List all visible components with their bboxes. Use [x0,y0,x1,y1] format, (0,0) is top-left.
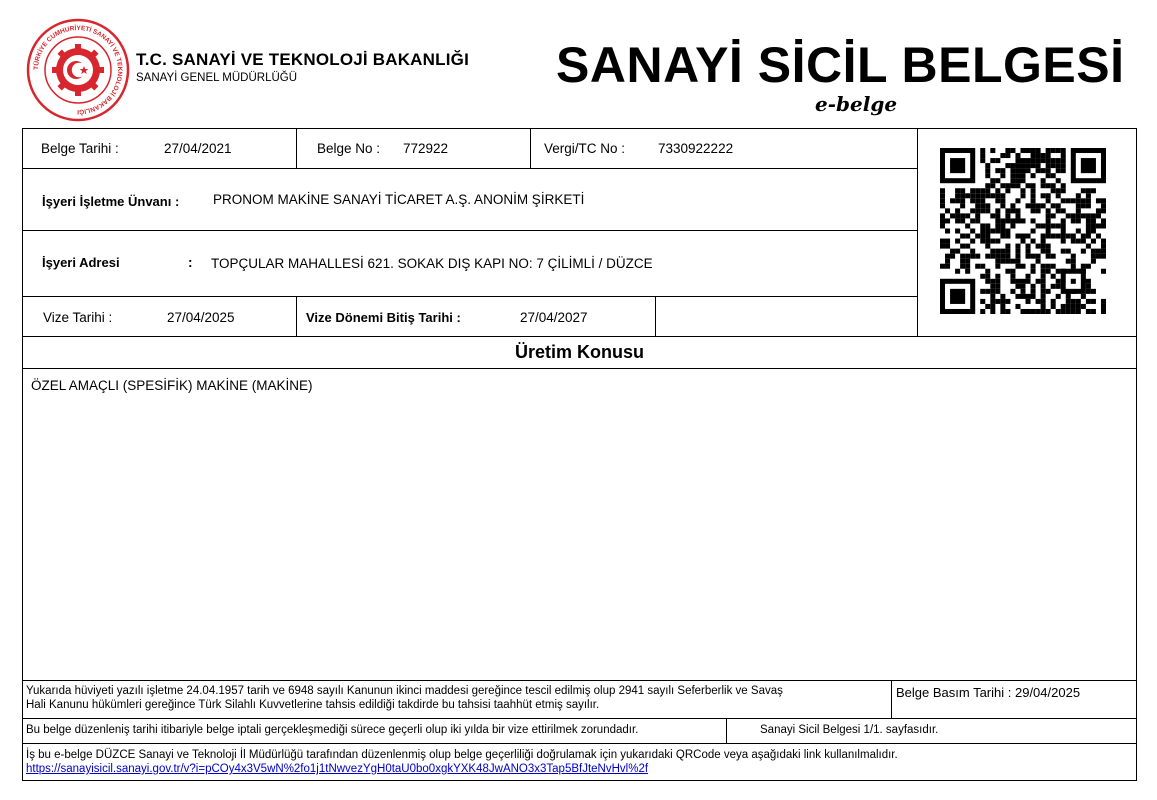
belge-tarihi-label: Belge Tarihi : [41,141,119,156]
ministry-logo [26,18,130,122]
vize-bitis-value: 27/04/2027 [520,310,588,325]
vize-bitis-label: Vize Dönemi Bitiş Tarihi : [306,310,461,325]
law-text-line-1: Yukarıda hüviyeti yazılı işletme 24.04.1957 tarih ve 6948 sayılı Kanunun ikinci maddesi gereğince tescil edilmiş olup 2941 sayılı Seferberlik ve Savaş [26,685,783,697]
vize-tarihi-label: Vize Tarihi : [43,310,113,325]
verify-link[interactable]: https://sanayisicil.sanayi.gov.tr/v?i=pCOy4x3V5wN%2fo1j1tNwvezYgH0taU0bo0xgkYXK48JwANO3x3Tap5BfJteNvHvl%2f [26,763,649,775]
verify-text: İş bu e-belge DÜZCE Sanayi ve Teknoloji İl Müdürlüğü tarafından düzenlenmiş olup belge geçerliliği doğrulamak için yukarıdaki QRCode veya aşağıdaki link kullanılmalıdır. [26,749,898,761]
belge-no-value: 772922 [403,141,449,156]
vize-tarihi-value: 27/04/2025 [167,310,235,325]
adres-colon: : [188,255,193,270]
basim-tarihi: Belge Basım Tarihi : 29/04/2025 [896,685,1081,700]
uretim-heading: Üretim Konusu [514,342,644,362]
logo-ring-text: TÜRKİYE CUMHURİYETİ SANAYİ VE TEKNOLOJİ BAKANLIĞI [32,24,124,116]
law-text-line-2: Hali Kanunu hükümleri gereğince Türk Silahlı Kuvvetlerine tahsis edildiği takdirde bu tahsisi taahhüt etmiş sayılır. [26,698,600,711]
uretim-content: ÖZEL AMAÇLI (SPESİFİK) MAKİNE (MAKİNE) [31,378,313,393]
qr-divider [917,128,918,337]
unvan-value: PRONOM MAKİNE SANAYİ TİCARET A.Ş. ANONİM ŞİRKETİ [213,192,585,207]
e-belge-subtitle: e-belge [815,92,898,116]
document-title: SANAYİ SİCİL BELGESİ [556,37,1125,93]
qr-code[interactable] [940,148,1106,314]
ministry-name: T.C. SANAYİ VE TEKNOLOJİ BAKANLIĞI [136,50,469,69]
page-info: Sanayi Sicil Belgesi 1/1. sayfasıdır. [760,724,939,736]
validity-text: Bu belge düzenleniş tarihi itibariyle belge iptali gerçekleşmediği sürece geçerli olup iki yılda bir vize ettirilmek zorundadır. [26,724,639,736]
general-directorate: SANAYİ GENEL MÜDÜRLÜĞÜ [136,72,298,84]
law-text [26,685,886,712]
belge-no-label: Belge No : [317,141,381,156]
belge-tarihi-value: 27/04/2021 [164,141,232,156]
vergi-no-value: 7330922222 [658,141,734,156]
adres-label: İşyeri Adresi [42,255,120,270]
unvan-label: İşyeri İşletme Ünvanı : [42,194,180,209]
adres-value: TOPÇULAR MAHALLESİ 621. SOKAK DIŞ KAPI NO: 7 ÇİLİMLİ / DÜZCE [211,256,653,271]
vergi-no-label: Vergi/TC No : [544,141,626,156]
